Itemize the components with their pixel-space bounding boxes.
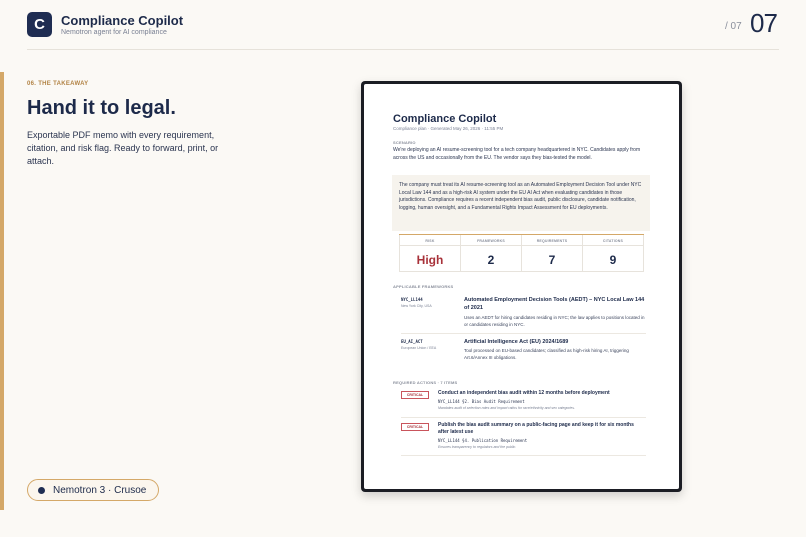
scenario-text: We're deploying an AI resume-screening tool for a tech company headquartered in NYC. Candidates apply from across the US and occasionally from the EU. The vendor says they bias-tested the model. <box>393 147 641 161</box>
slide-body: Exportable PDF memo with every requirement, citation, and risk flag. Ready to forward, print, or attach. <box>27 130 219 166</box>
divider <box>401 333 646 334</box>
severity-badge: CRITICAL <box>401 391 429 399</box>
action-title: Publish the bias audit summary on a public‑facing page and keep it for six months after latest use <box>438 422 634 435</box>
framework-code: NYC_LL144 <box>401 297 423 302</box>
framework-title: Artificial Intelligence Act (EU) 2024/1689 <box>464 339 569 345</box>
framework-code: EU_AI_ACT <box>401 339 423 344</box>
stat-frameworks <box>461 235 522 272</box>
pdf-memo-page <box>364 84 679 489</box>
app-header <box>0 0 806 50</box>
action-item <box>401 422 646 456</box>
stat-label: REQUIREMENTS <box>536 239 568 243</box>
page-total: / 07 <box>725 21 742 32</box>
divider <box>401 455 646 456</box>
header-divider <box>27 49 779 50</box>
stat-requirements <box>522 235 583 272</box>
slide-headline: Hand it to legal. <box>27 97 176 119</box>
memo-title: Compliance Copilot <box>393 113 497 125</box>
model-badge <box>27 479 159 501</box>
section-eyebrow: 06. THE TAKEAWAY <box>27 81 89 87</box>
action-title: Conduct an independent bias audit within 12 months before deployment <box>438 390 610 396</box>
stat-label: RISK <box>425 239 435 243</box>
action-note: Mandates audit of selection rates and impact ratios for race/ethnicity and sex categories. <box>438 406 575 410</box>
memo-meta: Compliance plan · Generated May 26, 2026 · 11:55 PM <box>393 126 504 131</box>
stat-divider <box>400 245 460 246</box>
actions-label: REQUIRED ACTIONS · 7 ITEMS <box>393 380 458 385</box>
page-number: 07 <box>750 8 777 38</box>
stat-divider <box>583 245 643 246</box>
stat-value: 9 <box>609 253 617 267</box>
severity-badge: CRITICAL <box>401 423 429 431</box>
framework-item <box>401 297 646 337</box>
stat-value: 7 <box>548 253 556 267</box>
action-citation: NYC_LL144 §2. Bias Audit Requirement <box>438 399 525 404</box>
stat-citations <box>583 235 644 272</box>
stat-divider <box>461 245 521 246</box>
model-badge-label: Nemotron 3 · Crusoe <box>53 484 147 496</box>
divider <box>401 417 646 418</box>
stat-value: High <box>416 253 444 267</box>
app-title: Compliance Copilot <box>61 13 184 28</box>
frameworks-label: APPLICABLE FRAMEWORKS <box>393 284 454 289</box>
framework-region: New York City, USA <box>401 304 432 308</box>
framework-desc: Uses an AEDT for hiring candidates residing in NYC; the law applies to positions located in or candidates residing in NYC. <box>464 315 645 327</box>
action-item <box>401 390 646 422</box>
action-citation: NYC_LL144 §4. Publication Requirement <box>438 438 528 443</box>
stat-value: 2 <box>487 253 495 267</box>
stat-divider <box>522 245 582 246</box>
framework-item <box>401 339 646 375</box>
stats-table <box>399 234 644 272</box>
stat-risk <box>399 235 461 272</box>
summary-box: The company must treat its AI resume‑screening tool as an Automated Employment Decision Tool under NYC Local Law 144 and as a high‑risk AI system under the EU AI Act when evaluating candidates in those jurisdictions. Compliance requires a recent independent bias audit, public disclosure, candidate notification, logging, human oversight, and a Fundamental Rights Impact Assessment for EU deployments. <box>392 175 650 231</box>
action-note: Ensures transparency to regulators and the public. <box>438 445 517 449</box>
framework-title: Automated Employment Decision Tools (AEDT) – NYC Local Law 144 of 2021 <box>464 297 645 311</box>
stat-label: CITATIONS <box>602 239 624 243</box>
dot-icon <box>38 487 45 494</box>
framework-region: European Union / EEA <box>401 346 437 350</box>
framework-desc: Tool processed on EU‑based candidates; classified as high‑risk hiring AI, triggering Art.6/Annex III obligations. <box>464 348 629 360</box>
accent-bar <box>0 72 4 510</box>
pdf-preview-frame <box>361 81 682 492</box>
app-subtitle: Nemotron agent for AI compliance <box>61 29 167 36</box>
stat-label: FRAMEWORKS <box>477 239 505 243</box>
scenario-label: SCENARIO <box>393 140 416 145</box>
app-logo: C <box>27 12 52 37</box>
